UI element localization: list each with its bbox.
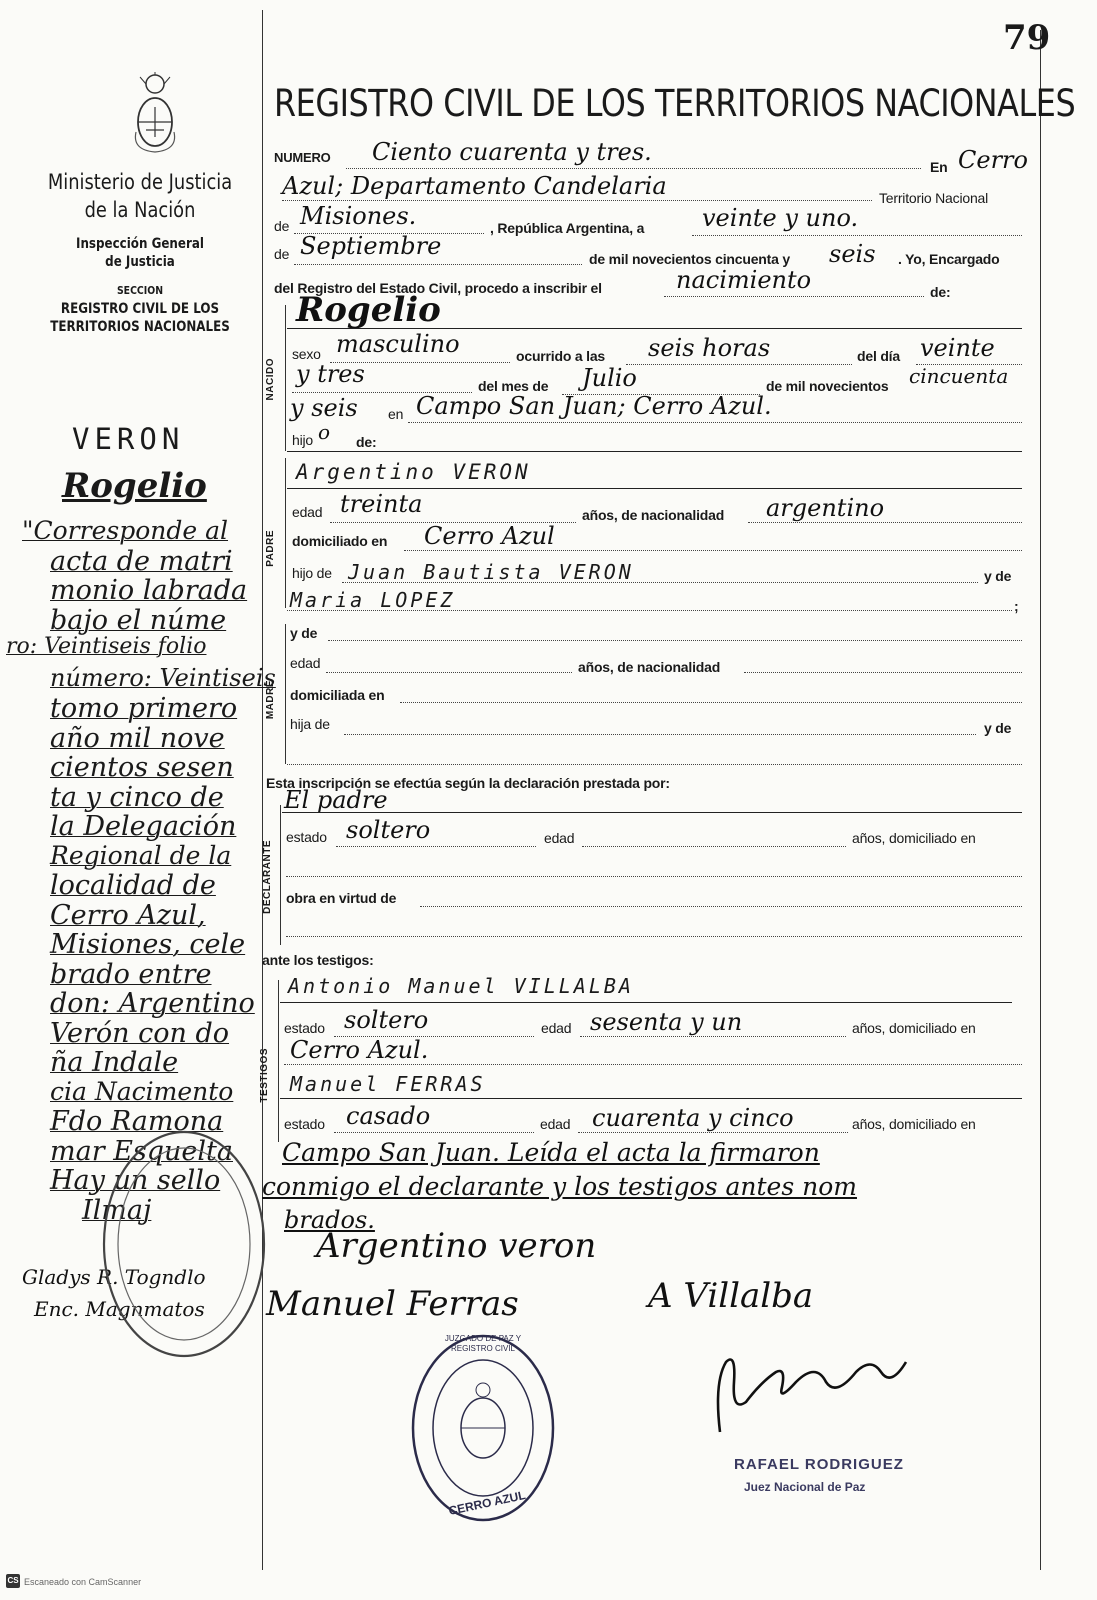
label-hijo: hijo: [292, 432, 313, 448]
value-en: Cerro: [958, 146, 1028, 174]
label-de4: de:: [356, 434, 377, 450]
form-title: REGISTRO CIVIL DE LOS TERRITORIOS NACIONALES: [274, 82, 1076, 125]
value-cierre1: Campo San Juan. Leída el acta la firmaron: [282, 1138, 820, 1167]
value-lugar: Azul; Departamento Candelaria: [282, 172, 667, 200]
label-territorio: Territorio Nacional: [879, 190, 989, 206]
signature-official: [706, 1342, 916, 1447]
label-edad5: edad: [540, 1116, 571, 1132]
margin-note-line: Ilmaj: [82, 1194, 152, 1226]
label-en: En: [930, 159, 948, 175]
label-edad: edad: [292, 504, 323, 520]
label-anios-nac2: años, de nacionalidad: [578, 659, 721, 675]
seal-text-top: JUZGADO DE PAZ Y REGISTRO CIVIL: [444, 1334, 522, 1353]
value-testigo1: Antonio Manuel VILLALBA: [288, 974, 634, 998]
margin-signoff-line2: Enc. Magnmatos: [34, 1297, 205, 1321]
label-domiciliada: domiciliada en: [290, 687, 385, 703]
margin-note-line: acta de matri: [50, 545, 233, 577]
value-territorio: Misiones.: [300, 202, 417, 230]
label-hijade: hija de: [290, 716, 330, 732]
value-padre-dom: Cerro Azul: [424, 522, 555, 550]
ministry-line2: de la Nación: [84, 198, 196, 222]
label-ocurrido: ocurrido a las: [516, 348, 606, 364]
value-dia: veinte y uno.: [702, 204, 859, 232]
label-testigos: ante los testigos:: [262, 952, 374, 968]
value-t1-edad: sesenta y un: [590, 1008, 743, 1036]
margin-note-line: número: Veintiseis: [50, 663, 276, 692]
value-mes-nac: Julio: [582, 364, 637, 392]
value-hora: seis horas: [648, 334, 771, 362]
official-name-stamp-line2: Juez Nacional de Paz: [744, 1480, 866, 1494]
inspection-line2: de Justicia: [105, 254, 175, 270]
label-numero: NUMERO: [274, 150, 331, 165]
inspection-line1: Inspección General: [76, 236, 204, 252]
nacido-label: NACIDO: [265, 358, 276, 401]
margin-note-line: Fdo Ramona: [50, 1106, 224, 1137]
signature-testigo2: Manuel Ferras: [266, 1284, 519, 1324]
margin-note-line: ña Indale: [50, 1047, 179, 1078]
scanner-logo: CS: [6, 1574, 20, 1588]
label-inscripcion: Esta inscripción se efectúa según la declaración prestada por:: [266, 775, 670, 791]
margin-note-line: localidad de: [50, 870, 216, 901]
margin-seal: [100, 1128, 268, 1365]
value-anio: seis: [829, 240, 876, 268]
margin-note-line: ro: Veintiseis folio: [6, 634, 207, 659]
registry-line2: TERRITORIOS NACIONALES: [50, 319, 230, 335]
margin-note-line: año mil nove: [50, 722, 225, 754]
label-semicolon: ;: [1014, 598, 1019, 614]
testigos-label: TESTIGOS: [259, 1048, 270, 1103]
label-deldia: del día: [857, 348, 900, 364]
value-mes: Septiembre: [300, 232, 442, 260]
margin-note-line: la Delegación: [50, 811, 237, 842]
official-name-stamp-line1: RAFAEL RODRIGUEZ: [734, 1456, 904, 1473]
label-sexo: sexo: [292, 346, 321, 362]
margin-note-line: cia Nacimento: [50, 1076, 234, 1106]
label-republica: , República Argentina, a: [490, 220, 645, 236]
value-cierre3: brados.: [284, 1206, 375, 1234]
signature-testigo1: A Villalba: [648, 1276, 814, 1316]
margin-note-line: tomo primero: [50, 693, 238, 724]
margin-note-line: Regional de la: [50, 840, 232, 870]
label-de3: de:: [930, 284, 951, 300]
page-number: 79: [1003, 18, 1051, 58]
scanner-footer: Escaneado con CamScanner: [24, 1577, 142, 1587]
margin-note-line: Cerro Azul,: [50, 899, 206, 931]
label-anios-dom3: años, domiciliado en: [852, 1116, 976, 1132]
label-hijode: hijo de: [292, 565, 332, 581]
margin-note-line: Verón con do: [50, 1017, 230, 1049]
declarante-label: DECLARANTE: [262, 840, 273, 914]
value-abuela: Maria LOPEZ: [290, 588, 456, 612]
margin-note-line: brado entre: [50, 958, 212, 990]
value-t2-edad: cuarenta y cinco: [592, 1104, 794, 1132]
margin-note-line: "Corresponde al: [22, 516, 229, 545]
coat-of-arms-icon: [130, 72, 180, 159]
value-anio-nac: cincuenta: [909, 364, 1009, 388]
label-mil2: de mil novecientos: [766, 378, 889, 394]
label-edad3: edad: [544, 830, 575, 846]
value-declarante: El padre: [284, 786, 388, 814]
label-anios-dom: años, domiciliado en: [852, 830, 976, 846]
value-padre-nac: argentino: [766, 494, 885, 522]
label-yde3: y de: [984, 720, 1012, 736]
value-anio-nac2: y seis: [290, 394, 358, 422]
value-nombre: Rogelio: [296, 290, 441, 330]
value-sexo: masculino: [336, 330, 460, 358]
value-t1-estado: soltero: [344, 1006, 429, 1034]
margin-surname: VERON: [72, 422, 185, 456]
margin-note-line: Hay un sello: [50, 1165, 221, 1196]
label-registro: del Registro del Estado Civil, procedo a inscribir el: [274, 280, 602, 296]
right-edge-rule: [1040, 30, 1041, 1570]
section-label: SECCION: [116, 284, 164, 297]
value-decl-estado: soltero: [346, 816, 431, 844]
label-edad4: edad: [541, 1020, 572, 1036]
margin-note-line: bajo el núme: [50, 604, 227, 636]
label-estado2: estado: [284, 1020, 325, 1036]
value-dia-nac2: y tres: [296, 360, 365, 388]
margin-note-line: ta y cinco de: [50, 781, 224, 813]
value-hijo-suffix: o: [318, 420, 331, 444]
value-numero: Ciento cuarenta y tres.: [372, 138, 652, 166]
value-t1-dom: Cerro Azul.: [290, 1036, 429, 1064]
label-obra: obra en virtud de: [286, 890, 397, 906]
padre-label: PADRE: [265, 530, 276, 567]
margin-note-line: cientos sesen: [50, 752, 234, 783]
registry-line1: REGISTRO CIVIL DE LOS: [60, 301, 220, 317]
label-edad2: edad: [290, 655, 321, 671]
label-estado: estado: [286, 829, 327, 845]
label-domiciliado: domiciliado en: [292, 533, 388, 549]
value-cierre2: conmigo el declarante y los testigos antes nom: [262, 1172, 857, 1201]
label-yde: y de: [984, 568, 1012, 584]
label-anios-nac: años, de nacionalidad: [582, 507, 725, 523]
value-tipo: nacimiento: [676, 266, 812, 294]
label-en2: en: [388, 406, 404, 422]
label-delmes: del mes de: [478, 378, 549, 394]
value-padre-edad: treinta: [340, 490, 423, 518]
margin-note-line: don: Argentino: [50, 988, 255, 1019]
margin-note-line: Misiones, cele: [50, 929, 246, 960]
label-mil: de mil novecientos cincuenta y: [589, 251, 790, 267]
madre-label: MADRE: [265, 680, 276, 720]
margin-note-line: monio labrada: [50, 575, 248, 606]
value-t2-estado: casado: [346, 1102, 431, 1130]
value-dia-nac: veinte: [920, 334, 995, 362]
seal-text-bottom: CERRO AZUL: [447, 1488, 527, 1518]
margin-signoff-line1: Gladys R. Togndlo: [22, 1265, 206, 1289]
ministry-line1: Ministerio de Justicia: [47, 170, 233, 194]
value-testigo2: Manuel FERRAS: [290, 1072, 486, 1096]
margin-given-name: Rogelio: [62, 466, 207, 506]
label-de2: de: [274, 246, 290, 262]
margin-note-line: mar Esquelta: [50, 1135, 233, 1167]
label-yo: . Yo, Encargado: [898, 251, 1000, 267]
value-padre: Argentino VERON: [296, 460, 531, 484]
value-lugar-nac: Campo San Juan; Cerro Azul.: [416, 392, 772, 420]
label-estado3: estado: [284, 1116, 325, 1132]
signature-declarante: Argentino veron: [316, 1226, 597, 1266]
value-abuelo: Juan Bautista VERON: [348, 560, 634, 584]
label-yde2: y de: [290, 625, 318, 641]
label-anios-dom2: años, domiciliado en: [852, 1020, 976, 1036]
label-de: de: [274, 218, 290, 234]
ministry-header: [47, 170, 234, 335]
